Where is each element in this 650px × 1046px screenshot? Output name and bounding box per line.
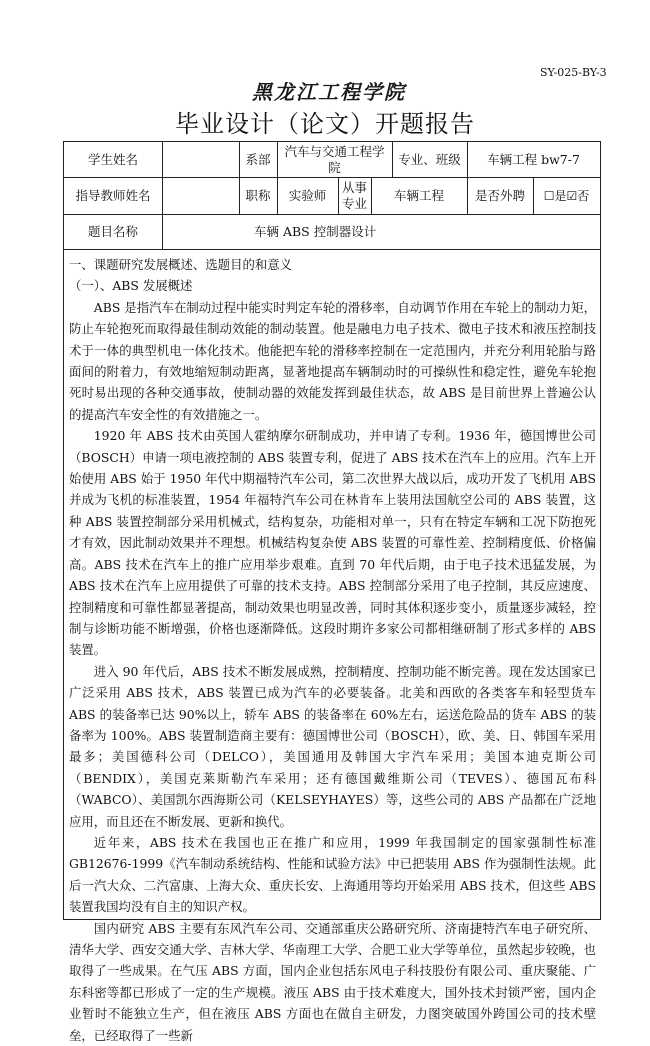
student-name-field[interactable] (162, 142, 239, 177)
topic-label: 题目名称 (87, 223, 138, 239)
field-value: 车辆工程 (393, 187, 444, 203)
advisor-field[interactable] (162, 177, 239, 214)
external-checkbox[interactable]: ☐是☑否 (543, 188, 590, 203)
paragraph: 近年来，ABS 技术在我国也正在推广和应用，1999 年我国制定的国家强制性标准 GB12676-1999《汽车制动系统结构、性能和试验方法》中已把装用 ABS 作为强制性法规。此后一汽大众、二汽富康、上海大众、重庆长安、上海通用等均开始采用 ABS 技术，但这些 ABS 装置我国均没有自主的知识产权。 (69, 834, 596, 915)
document-code: SY-025-BY-3 (540, 66, 607, 79)
paragraph: ABS 是指汽车在制动过程中能实时判定车轮的滑移率，自动调节作用在车轮上的制动力矩，防止车轮抱死而取得最佳制动效能的制动装置。他是融电力电子技术、微电子技术和液压控制技术于一体的典型机电一体化技术。他能把车轮的滑移率控制在一定范围内，并充分利用轮胎与路面间的附着力，有效地缩短制动距离，显著地提高车辆制动时的可操纵性和稳定性，避免车轮抱死时易出现的各种交通事故，使制动器的效能发挥到最佳状态，故 ABS 是目前世界上普遍公认的提高汽车安全性的有效措施之一。 (69, 299, 596, 422)
field-label: 从事专业 (341, 179, 367, 211)
title-rank-label: 职称 (245, 187, 271, 203)
external-label: 是否外聘 (474, 187, 525, 203)
school-logo: 黑龙江工程学院 (252, 80, 406, 104)
page-title: 毕业设计（论文）开题报告 (175, 110, 475, 138)
advisor-label: 指导教师姓名 (75, 187, 151, 203)
major-class-value: 车辆工程 bw7-7 (487, 151, 580, 167)
subsection-heading: （一）、ABS 发展概述 (69, 278, 193, 294)
student-name-label: 学生姓名 (87, 151, 138, 167)
proposal-form (63, 141, 601, 1043)
paragraph: 1920 年 ABS 技术由英国人霍纳摩尔研制成功，并申请了专利。1936 年，德国博世公司（BOSCH）申请一项电液控制的 ABS 装置专利，促进了 ABS 技术在汽车上的应用。汽车上开始使用 ABS 始于 1950 年代中期福特汽车公司，第二次世界大战以后，成功开发了飞机用 ABS 并成为飞机的标准装置，1954 年福特汽车公司在林肯车上装用法国航空公司的 ABS 装置，这种 ABS 装置控制部分采用机械式，结构复杂，功能相对单一，只有在特定车辆和工况下防抱死才有效，因此制动效果并不理想。机械结构复杂使 ABS 装置的可靠性差、控制精度低、价格偏高。ABS 技术在汽车上的推广应用举步艰难。直到 70 年代后期，由于电子技术迅猛发展，为 ABS 技术在汽车上应用提供了可靠的技术支持。ABS 控制部分采用了电子控制，其反应速度、控制精度和可靠性都显著提高，制动效果也明显改善，同时其体积逐步变小，质量逐步减轻，控制与诊断功能不断增强，价格也逐渐降低。这段时期许多家公司都相继研制了形式多样的 ABS 装置。 (69, 428, 596, 658)
paragraph: 国内研究 ABS 主要有东风汽车公司、交通部重庆公路研究所、济南捷特汽车电子研究所、清华大学、西安交通大学、吉林大学、华南理工大学、合肥工业大学等单位，虽然起步较晚，也取得了一些成果。在气压 ABS 方面，国内企业包括东风电子科技股份有限公司、重庆聚能、广东科密等都已形成了一定的生产规模。液压 ABS 由于技术难度大，国外技术封锁严密，国内企业暂时不能独立生产，但在液压 ABS 方面也在做自主研发，力图突破国外跨国公司的技术壁垒，已经取得了一些新 (69, 920, 596, 1043)
department-label: 系部 (245, 151, 271, 167)
topic-value: 车辆 ABS 控制器设计 (254, 223, 377, 239)
report-body (64, 250, 600, 1046)
major-class-label: 专业、班级 (398, 151, 461, 167)
paragraph: 进入 90 年代后，ABS 技术不断发展成熟，控制精度、控制功能不断完善。现在发达国家已广泛采用 ABS 技术，ABS 装置已成为汽车的必要装备。北美和西欧的各类客车和轻型货车 ABS 的装备率已达 90%以上，轿车 ABS 的装备率在 60%左右，运送危险品的货车 ABS 的装备率为 100%。ABS 装置制造商主要有：德国博世公司（BOSCH），欧、美、日、韩国车采用最多；美国德科公司（DELCO），美国通用及韩国大宇汽车采用；美国本迪克斯公司（BENDIX），美国克莱斯勒汽车采用；还有德国戴维斯公司（TEVES）、德国瓦布科（WABCO）、美国凯尔西海斯公司（KELSEYHAYES）等，这些公司的 ABS 产品都在广泛地应用，而且还在不断发展、更新和换代。 (69, 663, 596, 829)
department-value: 汽车与交通工程学院 (284, 143, 385, 175)
section-heading: 一、课题研究发展概述、选题目的和意义 (69, 257, 293, 272)
title-rank-value: 实验师 (288, 187, 327, 203)
